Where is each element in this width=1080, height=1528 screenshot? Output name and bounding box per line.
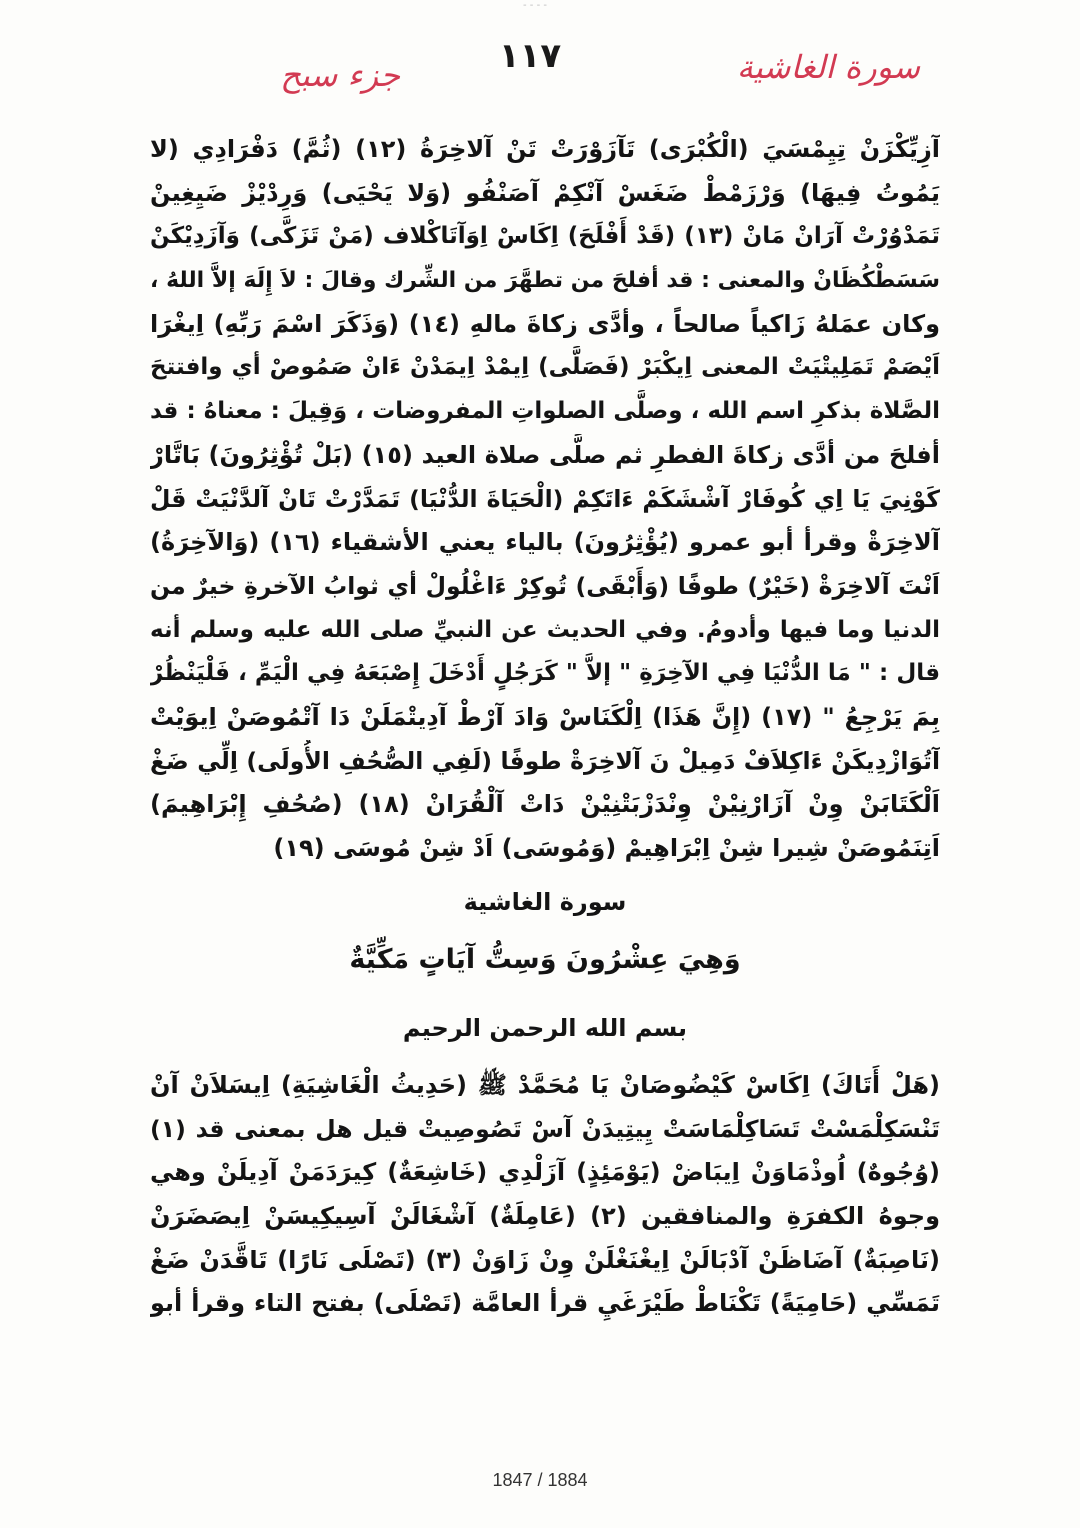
handwritten-juz-note: جزء سبح <box>280 56 400 94</box>
commentary-block-1 <box>150 128 940 871</box>
text-line: وجوهُ الكفرَةِ والمنافقين (٢) (عَامِلَةٌ) آشْغَالَنْ آسِيكِيسَنْ اِيصَضَرَنْ <box>150 1202 940 1231</box>
scan-mark: - - - - <box>523 0 547 11</box>
text-line: آتُوَازْدِيكَنْ ءَاكِلاَفْ دَمِيلْ نَ آلاخِرَةْ طوفًا (لَفِي الصُّحُفِ الأُولَى) اِلِّي ضَغْ <box>150 746 940 775</box>
text-line: (وُجُوهٌ) اُوذْمَاوَنْ اِيبَاضْ (يَوْمَئِذٍ) آزَلْدِي (خَاشِعَةٌ) كِيرَدَمَنْ آدِيلَنْ وهي <box>150 1158 940 1187</box>
ayat-count-heading: وَهِيَ عِشْرُونَ وَسِتُّ آيَاتٍ مَكِّيَّةٌ <box>349 944 741 975</box>
page-number: ١١٧ <box>498 36 562 76</box>
text-line: (نَاصِبَةٌ) آضَاظَنْ آدْبَالَنْ اِيغْنَغْلَنْ وِنْ زَاوَنْ (٣) (تَصْلَى نَارًا) تَاقَّدَنْ ضَغْ <box>150 1245 940 1274</box>
text-line: اَتِنَمُوصَنْ شِيرا شِنْ اِبْرَاهِيمْ (وَمُوسَى) اَدْ شِنْ مُوسَى (١٩) <box>273 834 940 862</box>
text-line: تَمَدْوُرْتْ آرَانْ مَانْ (١٣) (قَدْ أَفْلَحَ) اِكَاسْ اِوَآتَاكْلاف (مَنْ تَزَكَّى) وَآزَدِيْكَنْ <box>150 223 940 250</box>
text-line: اَنْتَ آلاخِرَةْ (خَيْرٌ) طوفًا (وَأَبْقَى) تُوكِرْ ءَاغْلُولْ أي ثوابُ الآخرةِ خيرٌ من <box>150 571 940 600</box>
text-line: الصَّلاة بذكرِ اسم الله ، وصلَّى الصلواتِ المفروضات ، وَقِيلَ : معناهُ : قد <box>150 398 940 425</box>
text-line: وكان عمَلهُ زَاكياً صالحاً ، وأدَّى زكاةَ مالهِ (١٤) (وَذَكَرَ اسْمَ رَبِّهِ) اِيغْرَا <box>150 309 940 338</box>
text-line: آلاخِرَةْ وقرأ أبو عمرو (يُؤْثِرُونَ) بالياء يعني الأشقياء (١٦) (وَالآخِرَةُ) <box>150 528 940 557</box>
basmala-heading: بسم الله الرحمن الرحيم <box>402 1014 688 1042</box>
commentary-block-2 <box>150 1064 940 1326</box>
text-line: (هَلْ أَتَاكَ) اِكَاسْ كَيْضُوصَانْ يَا مُحَمَّدْ ﷺ (حَدِيثُ الْغَاشِيَةِ) اِيسَلاَنْ آنْ <box>150 1071 940 1099</box>
surah-heading: سورة الغاشية <box>463 888 627 916</box>
text-line: آزِيِّكْزَنْ تِيِمْسَيَ (الْكُبْرَى) تَآزَوْرَتْ تَنْ آلاخِرَةُ (١٢) (ثُمَّ) دَفْرَادِي (لا <box>150 135 940 163</box>
text-line: قال : " مَا الدُّنْيَا فِي الآخِرَةِ " إلاَّ " كَرَجُلٍ أَدْخَلَ إِصْبَعَهُ فِي الْيَمِّ ، فَلْيَنْظُرْ <box>150 660 940 687</box>
text-line: اَلْكَتَابَنْ وِنْ آزَارْنِيْنْ وِنْدَزْبَتْنِيْنْ دَاتْ آلْقُرَانْ (١٨) (صُحُفِ إِبْرَاهِيمَ) <box>150 790 940 819</box>
handwritten-surah-note: سورة الغاشية <box>736 48 920 86</box>
text-line: بِمَ يَرْجِعُ " (١٧) (إِنَّ هَذَا) اِلْكَنَاسْ وَادَ آرْطْ آدِيتْمَلَنْ دَا آتْمُوصَنْ اِيوَيْتْ <box>150 702 940 731</box>
text-line: الدنيا وما فيها وأدومُ. وفي الحديث عن النبيِّ صلى الله عليه وسلم أنه <box>150 616 940 643</box>
text-line: اَيْصَمْ تَمَلِيتْيَتْ المعنى اِيكْبَرْ (فَصَلَّى) اِيمْدْ اِيمَدْنْ ءَانْ صَمُوصْ أي وافتتحَ <box>150 354 940 381</box>
text-line: سَسَطْكُظَانْ والمعنى : قد أفلحَ من تطهَّرَ من الشِّرك وقالَ : لاَ إِلَهَ إلاَّ اللهُ ، <box>150 268 940 294</box>
text-line: تَنْسَكِلْمَسْتْ تَسَاكِلْمَاسَتْ يِيتِيدَنْ آسْ تَصُوصِيتْ قيل هل بمعنى قد (١) <box>150 1114 940 1143</box>
text-line: أفلحَ من أدَّى زكاةَ الفطرِ ثم صلَّى صلاة العيد (١٥) (بَلْ تُؤْثِرُونَ) بَاتَّارْ <box>150 440 940 469</box>
text-line: يَمُوتُ فِيهَا) وَرْزَمْطْ ضَغَسْ آنْكِمْ آصَنْفُو (وَلا يَحْيَى) وَرِدْيْزْ ضَيِغِينْ <box>150 178 940 207</box>
pagination-indicator: 1847 / 1884 <box>492 1470 588 1490</box>
text-line: كَوْنِيَ يَا اِي كُوفَارْ آشْشَكَمْ ءَاتَكِمْ (الْحَيَاةَ الدُّنْيَا) تَمَدَّرْتْ تَانْ آلدَّنْيَتْ قَلْ <box>150 484 940 513</box>
text-line: تَمَسِّي (حَامِيَةً) تَكْنَاطْ طَيْرَغَيِ قرأ العامَّة (تَصْلَى) بفتح التاء وقرأ أبو <box>150 1289 940 1318</box>
